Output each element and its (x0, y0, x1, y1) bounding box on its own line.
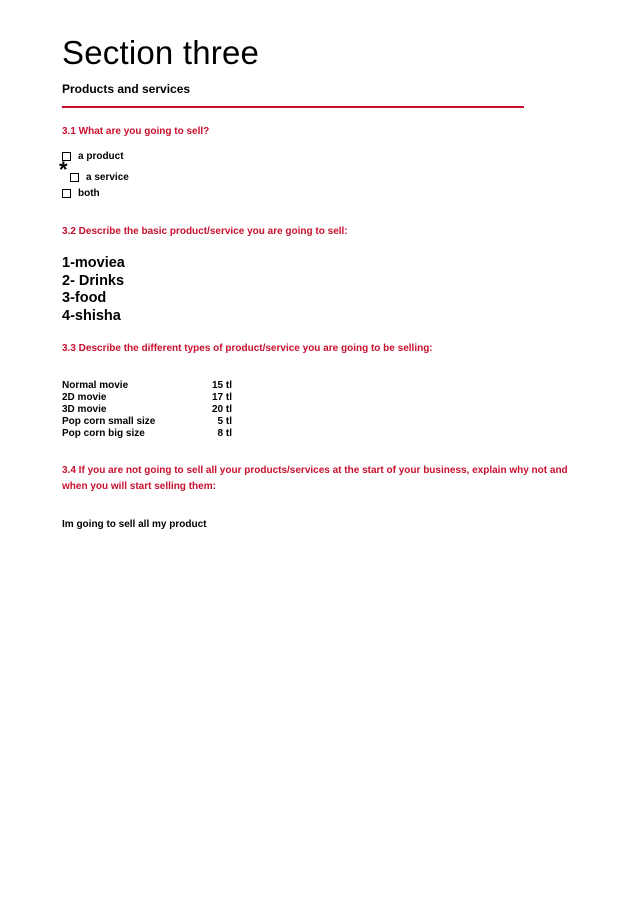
price-item-value: 20 tl (211, 404, 232, 415)
price-item-value: 15 tl (211, 380, 232, 391)
question-3-3: 3.3 Describe the different types of product/service you are going to be selling: (62, 343, 433, 354)
question-3-1: 3.1 What are you going to sell? (62, 126, 210, 137)
question-3-4-line2: when you will start selling them: (62, 481, 216, 492)
checkbox-both[interactable] (62, 189, 71, 198)
price-item-name: 2D movie (62, 392, 107, 403)
price-item-name: Normal movie (62, 380, 129, 391)
option-product[interactable] (62, 151, 124, 162)
price-item-value: 5 tl (217, 416, 232, 427)
option-product-label: a product (78, 151, 124, 162)
option-both[interactable] (62, 188, 100, 199)
selection-marker: * (59, 157, 68, 182)
page-title: Section three (62, 34, 260, 71)
question-3-2: 3.2 Describe the basic product/service you are going to sell: (62, 226, 348, 237)
checkbox-service[interactable] (70, 173, 79, 182)
answer-3-4: Im going to sell all my product (62, 519, 207, 530)
price-item-name: 3D movie (62, 404, 107, 415)
price-row (62, 428, 262, 441)
list-item: 2- Drinks (62, 272, 125, 289)
list-item: 3-food (62, 290, 107, 306)
option-service[interactable] (70, 172, 129, 183)
option-both-label: both (78, 188, 100, 199)
price-item-value: 8 tl (217, 428, 232, 439)
price-item-value: 17 tl (211, 392, 232, 403)
question-3-4-line1: 3.4 If you are not going to sell all your products/services at the start of your business, explain why not and (62, 465, 568, 476)
section-subtitle: Products and services (62, 82, 191, 96)
product-list (62, 255, 125, 325)
price-item-name: Pop corn small size (62, 416, 156, 427)
list-item: 1-moviea (62, 255, 125, 271)
option-service-label: a service (86, 172, 129, 183)
divider-rule (62, 106, 524, 108)
list-item: 4-shisha (62, 307, 121, 324)
price-item-name: Pop corn big size (62, 428, 145, 439)
